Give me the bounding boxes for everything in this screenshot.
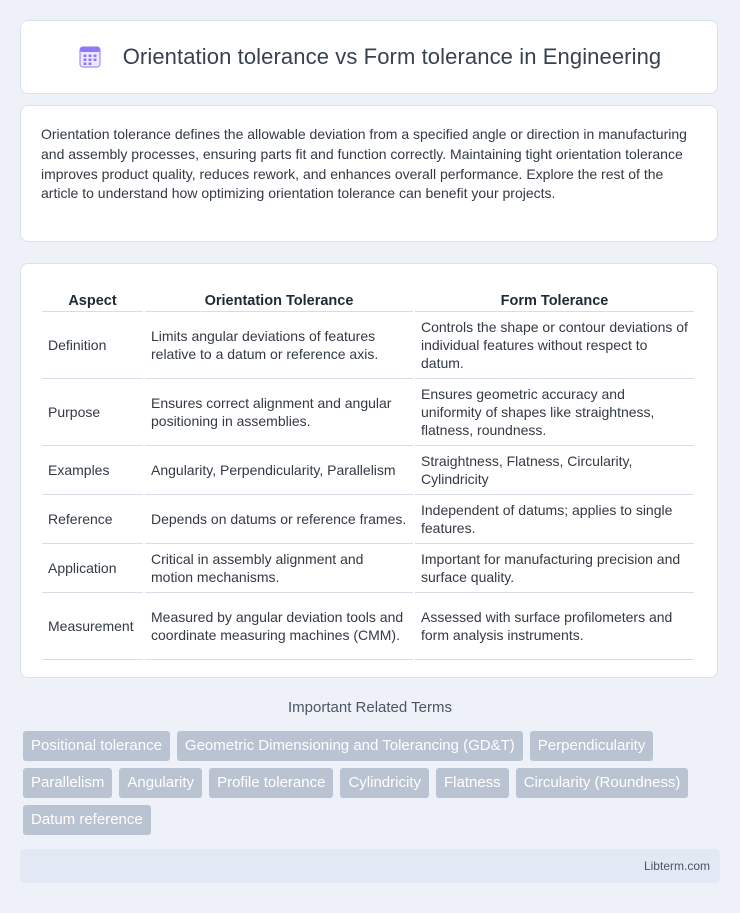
related-terms-list xyxy=(23,731,723,842)
table-header-row xyxy=(42,284,694,312)
cell-form: Straightness, Flatness, Circularity, Cylindricity xyxy=(415,446,694,495)
comparison-table-card xyxy=(20,263,718,678)
table-row xyxy=(42,379,694,446)
cell-orientation: Critical in assembly alignment and motion mechanisms. xyxy=(145,544,413,593)
comparison-table xyxy=(40,284,696,660)
cell-form: Ensures geometric accuracy and uniformity of shapes like straightness, flatness, roundness. xyxy=(415,379,694,446)
cell-orientation: Ensures correct alignment and angular positioning in assemblies. xyxy=(145,379,413,446)
cell-orientation: Angularity, Perpendicularity, Parallelism xyxy=(145,446,413,495)
title-card xyxy=(20,20,718,94)
related-term-tag[interactable]: Positional tolerance xyxy=(23,731,170,761)
intro-card xyxy=(20,105,718,242)
cell-orientation: Limits angular deviations of features relative to a datum or reference axis. xyxy=(145,312,413,379)
related-term-tag[interactable]: Circularity (Roundness) xyxy=(516,768,689,798)
cell-form: Independent of datums; applies to single features. xyxy=(415,495,694,544)
footer-brand-link[interactable]: Libterm.com xyxy=(643,859,710,873)
table-row xyxy=(42,446,694,495)
column-header-aspect: Aspect xyxy=(42,284,143,312)
footer-bar xyxy=(20,849,720,883)
related-term-tag[interactable]: Angularity xyxy=(119,768,202,798)
cell-aspect: Measurement xyxy=(42,593,143,660)
related-term-tag[interactable]: Parallelism xyxy=(23,768,112,798)
cell-aspect: Reference xyxy=(42,495,143,544)
table-row xyxy=(42,593,694,660)
cell-aspect: Examples xyxy=(42,446,143,495)
cell-aspect: Application xyxy=(42,544,143,593)
related-term-tag[interactable]: Geometric Dimensioning and Tolerancing (GD&T) xyxy=(177,731,523,761)
cell-form: Important for manufacturing precision and surface quality. xyxy=(415,544,694,593)
related-terms-heading: Important Related Terms xyxy=(288,699,452,716)
intro-paragraph: Orientation tolerance defines the allowable deviation from a specified angle or direction in manufacturing and assembly processes, ensuring parts fit and function correctly. Maintaining tight orientation tolerance improves product quality, reduces rework, and enhances overall performance. Explore the rest of the article to understand how optimizing orientation tolerance can benefit your projects. xyxy=(41,126,687,202)
cell-aspect: Definition xyxy=(42,312,143,379)
related-term-tag[interactable]: Profile tolerance xyxy=(209,768,333,798)
table-row xyxy=(42,312,694,379)
column-header-orientation: Orientation Tolerance xyxy=(145,284,413,312)
related-term-tag[interactable]: Flatness xyxy=(436,768,509,798)
cell-aspect: Purpose xyxy=(42,379,143,446)
cell-orientation: Measured by angular deviation tools and coordinate measuring machines (CMM). xyxy=(145,593,413,660)
cell-form: Controls the shape or contour deviations of individual features without respect to datum. xyxy=(415,312,694,379)
page-title: Orientation tolerance vs Form tolerance in Engineering xyxy=(122,44,662,69)
related-term-tag[interactable]: Datum reference xyxy=(23,805,151,835)
cell-orientation: Depends on datums or reference frames. xyxy=(145,495,413,544)
cell-form: Assessed with surface profilometers and form analysis instruments. xyxy=(415,593,694,660)
related-term-tag[interactable]: Cylindricity xyxy=(340,768,429,798)
column-header-form: Form Tolerance xyxy=(415,284,694,312)
table-row xyxy=(42,495,694,544)
table-row xyxy=(42,544,694,593)
related-term-tag[interactable]: Perpendicularity xyxy=(530,731,654,761)
calendar-grid-icon xyxy=(77,44,103,70)
